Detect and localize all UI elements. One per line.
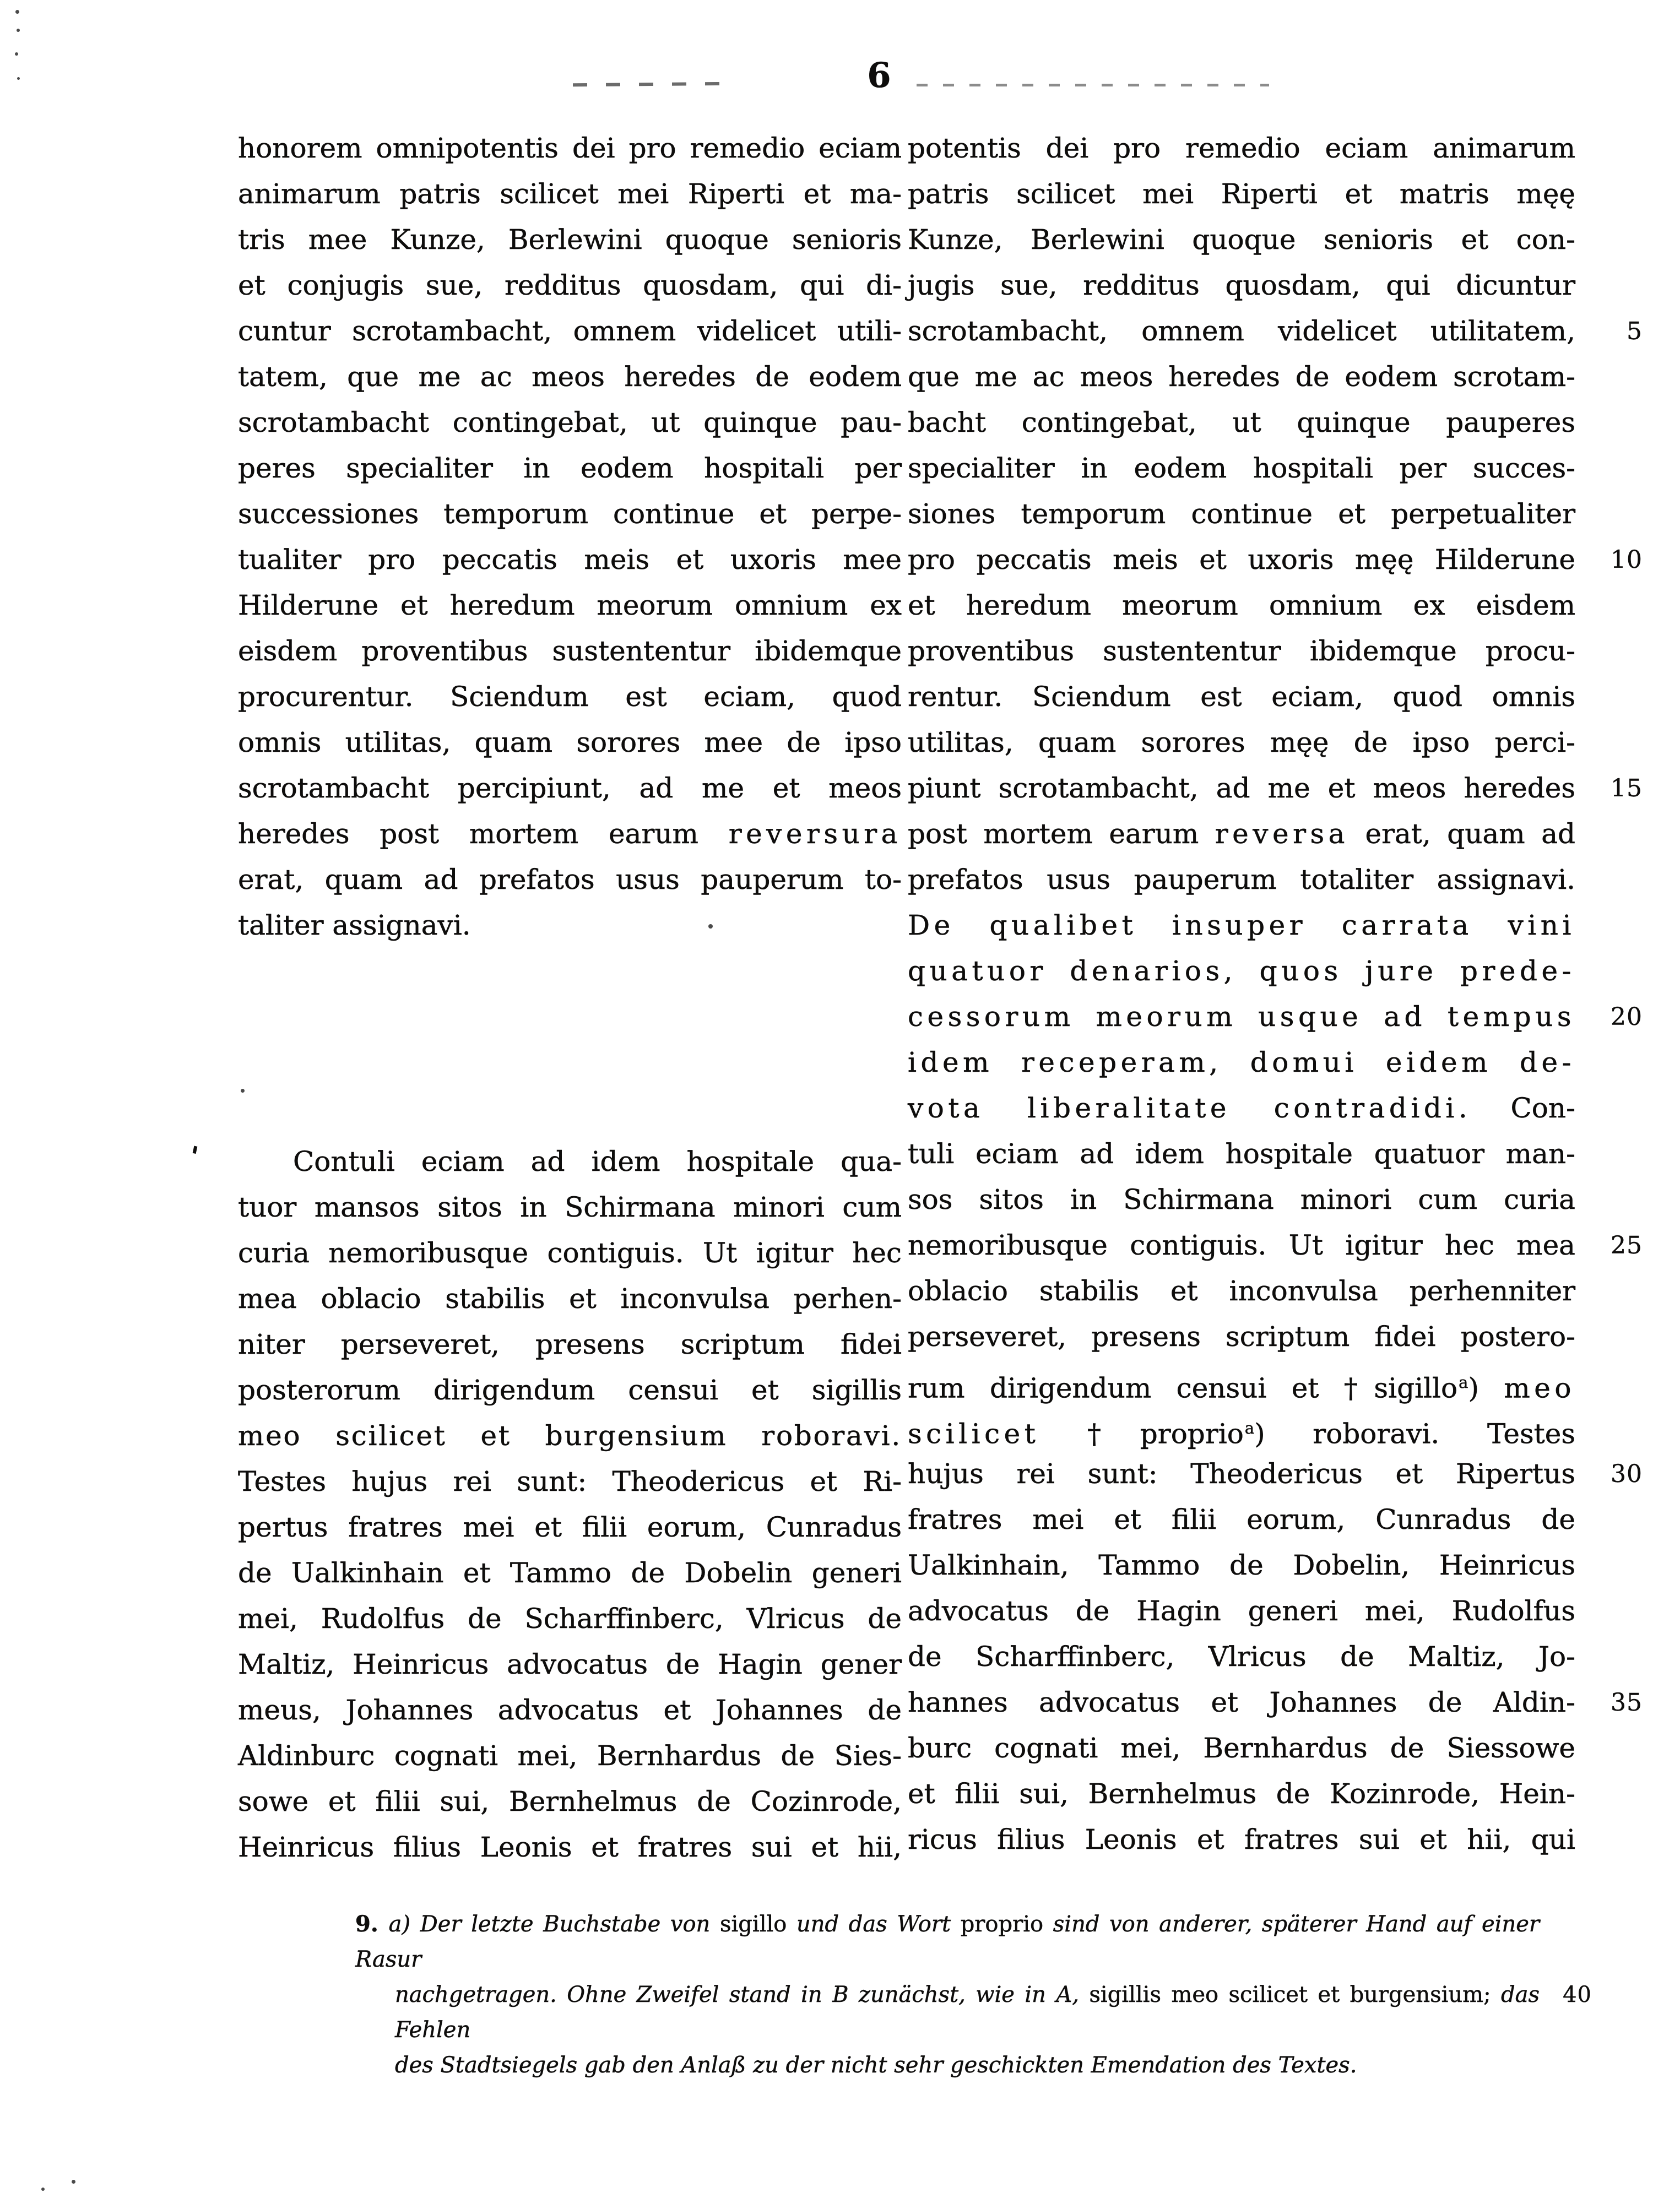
text-segment: des Stadtsiegels gab den Anlaß zu der nicht sehr geschickten Emendation des Textes. [395,2053,1357,2078]
ink-smudge-right [917,84,1269,86]
text-line: Hilderune et heredum meorum omnium ex [238,589,902,621]
text-line: honorem omnipotentis dei pro remedio eciam [238,132,902,164]
text-line: tuli eciam ad idem hospitale quatuor man- [908,1138,1575,1170]
footnote-reference-mark: a [1244,1419,1255,1437]
text-line: patris scilicet mei Riperti et matris męę [908,178,1575,210]
text-line: eisdem proventibus sustententur ibidemque [238,635,902,667]
text-line: nemoribusque contiguis. Ut igitur hec mea 25 [908,1223,1575,1268]
text-segment: reversura [728,818,902,850]
text-line: Ualkinhain, Tammo de Dobelin, Heinricus [908,1549,1575,1581]
margin-line-number: 25 [1611,1231,1643,1260]
text-segment: das Fehlen [395,1982,1540,2043]
text-line: sowe et filii sui, Bernhelmus de Cozinrode, [238,1785,902,1817]
text-line: proventibus sustententur ibidemque procu- [908,635,1575,667]
text-line [238,1413,902,1459]
text-line: post mortem earum reversa erat, quam ad [908,818,1576,850]
text-line: Kunze, Berlewini quoque senioris et con- [908,224,1575,256]
margin-line-number: 40 [1563,1982,1592,2007]
text-line: heredes post mortem earum reversura [238,818,902,850]
right-text-column [908,126,1643,1863]
text-line: que me ac meos heredes de eodem scrotam- [908,361,1575,393]
text-line: fratres mei et filii eorum, Cunradus de [908,1504,1575,1535]
ink-smudge-left [573,82,734,87]
text-line: perseveret, presens scriptum fidei postero- [908,1321,1575,1353]
text-line: cuntur scrotambacht, omnem videlicet utili- [238,315,902,347]
text-line: bacht contingebat, ut quinque pauperes [908,406,1575,438]
margin-apostrophe-mark: ' [186,1141,201,1173]
margin-line-number: 20 [1611,1003,1643,1031]
text-line: erat, quam ad prefatos usus pauperum to- [238,864,902,895]
text-line: peres specialiter in eodem hospitali per [238,452,902,484]
text-line: pertus fratres mei et filii eorum, Cunradus [238,1511,902,1543]
text-segment: idem receperam, domui eidem de- [908,1046,1575,1078]
text-line: siones temporum continue et perpetualiter [908,498,1575,530]
text-line: potentis dei pro remedio eciam animarum [908,132,1575,164]
text-line: procurentur. Sciendum est eciam, quod [238,681,902,713]
margin-line-number: 10 [1611,546,1643,574]
text-segment: Der letzte Buchstabe von [420,1912,720,1937]
text-segment: sind von anderer, späterer Hand auf einer Rasur [355,1912,1540,1972]
text-segment: meo [1504,1372,1575,1404]
text-line: et conjugis sue, redditus quosdam, qui di- [238,269,902,301]
margin-line-number: 30 [1611,1460,1643,1488]
scan-speck [15,52,18,56]
text-line: scrotambacht percipiunt, ad me et meos [238,772,902,804]
text-line: tris mee Kunze, Berlewini quoque senioris [238,224,902,256]
text-line [908,1040,1575,1085]
footnote-reference-mark: a [1459,1373,1468,1392]
text-line: prefatos usus pauperum totaliter assignavi. [908,864,1575,895]
scan-speck [17,29,20,32]
text-line: utilitas, quam sorores męę de ipso perci- [908,726,1575,758]
text-line: curia nemoribusque contiguis. Ut igitur hec [238,1237,902,1269]
text-segment: vota liberalitate contradidi. [908,1092,1472,1124]
text-segment: nachgetragen. Ohne Zweifel stand in B zunächst, wie in A, [395,1982,1090,2007]
text-line: tatem, que me ac meos heredes de eodem [238,361,902,393]
text-line: piunt scrotambacht, ad me et meos heredes 15 [908,766,1575,811]
text-line: hujus rei sunt: Theodericus et Ripertus 30 [908,1451,1575,1497]
text-line: hannes advocatus et Johannes de Aldin- 35 [908,1680,1575,1725]
text-line: Contuli eciam ad idem hospitale qua- [293,1146,902,1177]
text-line: de Scharffinberc, Vlricus de Maltiz, Jo- [908,1641,1575,1673]
text-line: taliter assignavi. [238,909,471,941]
text-line: burc cognati mei, Bernhardus de Siessowe [908,1732,1575,1764]
text-line: sos sitos in Schirmana minori cum curia [908,1184,1575,1215]
text-line [908,903,1575,948]
text-line: et heredum meorum omnium ex eisdem [908,589,1575,621]
text-line: Aldinburc cognati mei, Bernhardus de Sies- [238,1740,902,1772]
text-line: mea oblacio stabilis et inconvulsa perhen- [238,1283,902,1315]
text-line: scrotambacht contingebat, ut quinque pau- [238,406,902,438]
text-segment: De qualibet insuper carrata vini [908,909,1575,941]
text-line: scrotambacht, omnem videlicet utilitatem, 5 [908,308,1575,354]
text-segment: meo scilicet et burgensium roboravi. [238,1420,902,1452]
footnote [355,1907,1592,2083]
scan-speck [17,77,20,80]
text-segment: proprio [960,1912,1044,1937]
text-line: posterorum dirigendum censui et sigillis [238,1374,902,1406]
scan-speck [41,2188,45,2191]
text-line: pro peccatis meis et uxoris męę Hilderune 10 [908,537,1575,583]
margin-line-number: 35 [1611,1689,1643,1717]
text-line: Maltiz, Heinricus advocatus de Hagin gener [238,1648,902,1680]
text-line: animarum patris scilicet mei Riperti et ma- [238,178,902,210]
footnote-line [355,1977,1592,2048]
text-segment: a) [388,1912,420,1937]
text-segment: sigillis meo scilicet et burgensium; [1089,1982,1502,2007]
text-line: specialiter in eodem hospitali per succes- [908,452,1575,484]
text-line: rum dirigendum censui et †sigillo$^a$) meo [908,1372,1575,1404]
text-segment: scilicet [908,1418,1040,1450]
margin-line-number: 5 [1627,317,1643,345]
text-line: omnis utilitas, quam sorores mee de ipso [238,726,902,758]
text-line: et filii sui, Bernhelmus de Kozinrode, Hein- [908,1778,1575,1810]
text-line: Heinricus filius Leonis et fratres sui et hii, [238,1831,902,1863]
text-segment: und das Wort [787,1912,961,1937]
text-line: successiones temporum continue et perpe- [238,498,902,530]
text-segment: reversa [1215,818,1349,850]
text-line: jugis sue, redditus quosdam, qui dicuntur [908,269,1575,301]
text-line: advocatus de Hagin generi mei, Rudolfus [908,1595,1575,1627]
text-line: tualiter pro peccatis meis et uxoris mee [238,544,902,576]
text-line: niter perseveret, presens scriptum fidei [238,1328,902,1360]
text-line [908,994,1643,1040]
text-line: mei, Rudolfus de Scharffinberc, Vlricus de [238,1603,902,1635]
text-line: rentur. Sciendum est eciam, quod omnis [908,681,1575,713]
left-text-column [238,126,902,1870]
footnote-line [355,2048,1540,2083]
footnote-line [355,1907,1540,1977]
text-line [908,948,1575,994]
text-segment: quatuor denarios, quos jure prede- [908,955,1575,987]
scan-speck [15,10,19,14]
scan-speck [708,924,713,929]
text-line: oblacio stabilis et inconvulsa perhenniter [908,1275,1575,1307]
page-number: 6 [867,55,892,95]
scan-speck [241,1089,245,1093]
text-line: meus, Johannes advocatus et Johannes de [238,1694,902,1726]
text-segment: cessorum meorum usque ad tempus [908,1001,1575,1033]
text-line: scilicet †proprio$^a$) roboravi. Testes [908,1418,1575,1450]
text-line: tuor mansos sitos in Schirmana minori cum [238,1191,902,1223]
margin-line-number: 15 [1611,774,1643,802]
text-line: de Ualkinhain et Tammo de Dobelin generi [238,1557,902,1589]
text-segment: 9. [355,1911,389,1937]
text-line: vota liberalitate contradidi. Con- [908,1092,1575,1124]
scan-speck [72,2180,75,2184]
text-line: ricus filius Leonis et fratres sui et hii, qui [908,1823,1575,1855]
text-line: Testes hujus rei sunt: Theodericus et Ri- [238,1466,902,1497]
text-segment: sigillo [719,1912,787,1937]
